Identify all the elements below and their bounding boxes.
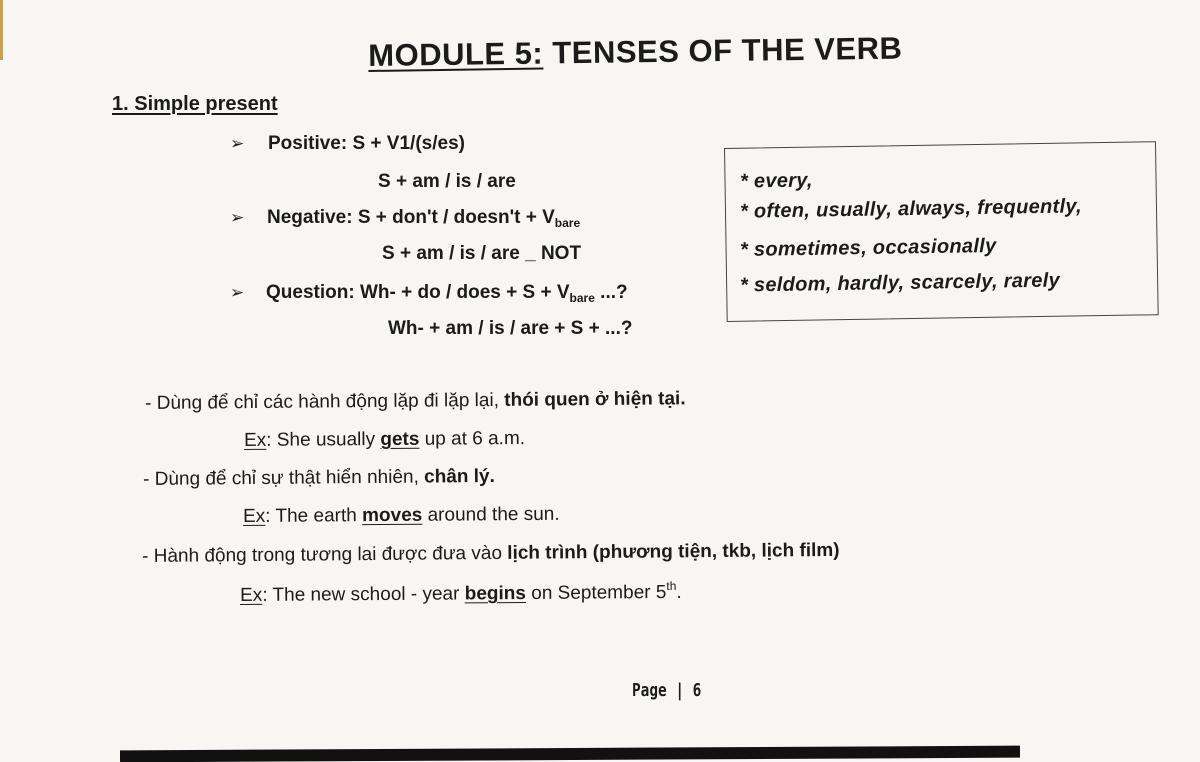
example-label: Ex [244, 429, 267, 451]
scan-edge [0, 0, 3, 60]
usage-habit [145, 388, 686, 415]
example-truth-after: around the sun. [422, 503, 560, 526]
negative-subscript: bare [554, 216, 581, 230]
usage-schedule-emphasis: lịch trình (phương tiện, tkb, lịch film) [507, 539, 840, 564]
example-habit-after: up at 6 a.m. [419, 428, 526, 450]
negative-formula-2: S + am / is / are _ NOT [382, 243, 582, 264]
usage-habit-text: - Dùng để chỉ các hành động lặp đi lặp lại, [145, 389, 505, 414]
adverb-line-every: * every, [739, 169, 814, 193]
section-heading: 1. Simple present [112, 93, 278, 115]
example-schedule-end: . [676, 581, 682, 603]
question-subscript: bare [569, 291, 595, 305]
example-schedule-before: : The new school - year [262, 583, 465, 606]
title-module: MODULE 5: [368, 35, 544, 73]
negative-label: Negative: [267, 207, 358, 228]
question-formula-end: ...? [594, 282, 628, 303]
example-truth [243, 504, 560, 528]
example-habit [244, 428, 525, 452]
bullet-arrow-icon: ➢ [230, 208, 245, 227]
title-topic: TENSES OF THE VERB [542, 30, 903, 71]
adverb-line-seldom: * seldom, hardly, scarcely, rarely [739, 269, 1061, 297]
usage-truth [143, 466, 495, 491]
usage-schedule [142, 540, 840, 568]
example-schedule [240, 579, 682, 607]
page-number: Page | 6 [632, 680, 702, 701]
usage-truth-text: - Dùng để chỉ sự thật hiển nhiên, [143, 466, 425, 490]
usage-schedule-text: - Hành động trong tương lai được đưa vào [142, 542, 508, 567]
question-formula-1: Wh- + do / does + S + V [359, 282, 570, 303]
example-schedule-after: on September 5 [525, 582, 667, 605]
negative-formula-1: S + don't / doesn't + V [357, 207, 555, 228]
usage-habit-emphasis: thói quen ở hiện tại. [504, 388, 686, 411]
example-truth-verb: moves [362, 504, 423, 527]
positive-label: Positive: [268, 133, 353, 154]
bullet-arrow-icon: ➢ [230, 134, 245, 153]
example-label: Ex [240, 584, 263, 606]
adverb-line-often: * often, usually, always, frequently, [739, 195, 1083, 223]
bullet-arrow-icon: ➢ [230, 283, 245, 302]
example-habit-verb: gets [380, 428, 420, 451]
example-habit-before: : She usually [266, 429, 381, 451]
positive-formula-2: S + am / is / are [378, 171, 516, 192]
usage-truth-emphasis: chân lý. [424, 465, 495, 488]
example-schedule-verb: begins [464, 583, 527, 605]
example-label: Ex [243, 505, 266, 527]
page-title [368, 31, 903, 74]
question-label: Question: [266, 282, 360, 303]
adverb-line-sometimes: * sometimes, occasionally [739, 234, 997, 262]
example-schedule-superscript: th [666, 578, 677, 594]
negative-formula [267, 207, 580, 230]
question-formula-2: Wh- + am / is / are + S + ...? [388, 318, 633, 339]
question-formula [266, 282, 628, 305]
example-truth-before: : The earth [265, 505, 363, 527]
positive-formula [268, 133, 465, 155]
positive-formula-1: S + V1/(s/es) [352, 133, 465, 154]
